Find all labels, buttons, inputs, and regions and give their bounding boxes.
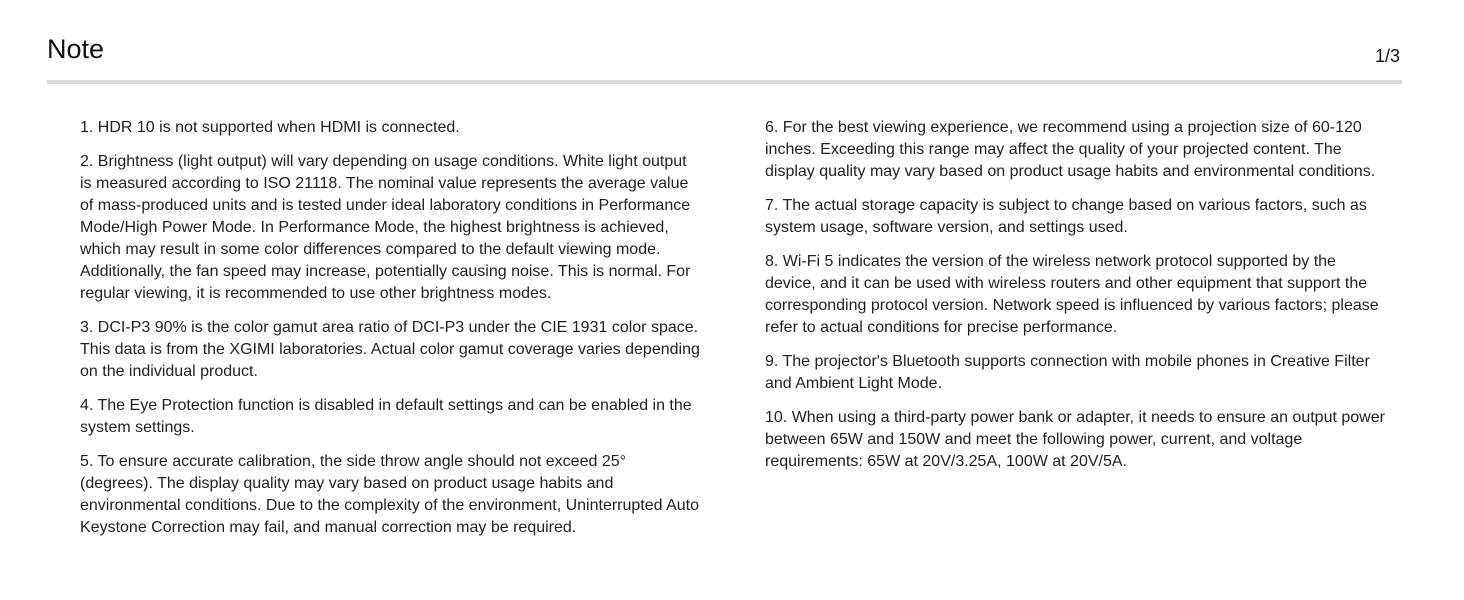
- note-item-6: 6. For the best viewing experience, we recommend using a projection size of 60-120 inches. Exceeding this range may affect the quality of your projected content. The display quality may vary based on product usage habits and environmental conditions.: [765, 119, 1376, 180]
- note-item-10: 10. When using a third-party power bank or adapter, it needs to ensure an output power between 65W and 150W and meet the following power, current, and voltage requirements: 65W at 20V/3.25A, 100W at 20V/5A.: [765, 409, 1385, 470]
- note-item-7: 7. The actual storage capacity is subject to change based on various factors, such as system usage, software version, and settings used.: [765, 197, 1367, 236]
- notes-column-right: [765, 117, 1390, 485]
- page-indicator: 1/3: [1374, 46, 1400, 66]
- note-item-1: 1. HDR 10 is not supported when HDMI is connected.: [80, 119, 460, 136]
- notes-column-left: [80, 117, 700, 551]
- header-divider: [47, 80, 1402, 84]
- note-item-9: 9. The projector's Bluetooth supports connection with mobile phones in Creative Filter and Ambient Light Mode.: [765, 353, 1370, 392]
- note-item-2: 2. Brightness (light output) will vary depending on usage conditions. White light output is measured according to ISO 21118. The nominal value represents the average value of mass-produced units and is tested under ideal laboratory conditions in Performance Mode/High Power Mode. In Performance Mode, the highest brightness is achieved, which may result in some color differences compared to the default viewing mode. Additionally, the fan speed may increase, potentially causing noise. This is normal. For regular viewing, it is recommended to use other brightness modes.: [80, 153, 691, 302]
- note-item-4: 4. The Eye Protection function is disabled in default settings and can be enabled in the system settings.: [80, 397, 692, 436]
- note-item-5: 5. To ensure accurate calibration, the side throw angle should not exceed 25° (degrees). The display quality may vary based on product usage habits and environmental conditions. Due to the complexity of the environment, Uninterrupted Auto Keystone Correction may fail, and manual correction may be required.: [80, 453, 700, 536]
- page-title: Note: [47, 34, 105, 64]
- note-item-8: 8. Wi-Fi 5 indicates the version of the wireless network protocol supported by the device, and it can be used with wireless routers and other equipment that support the corresponding protocol version. Network speed is influenced by various factors; please refer to actual conditions for precise performance.: [765, 253, 1379, 336]
- page-header: [47, 0, 1402, 84]
- note-item-3: 3. DCI-P3 90% is the color gamut area ratio of DCI-P3 under the CIE 1931 color space. This data is from the XGIMI laboratories. Actual color gamut coverage varies depending on the individual product.: [80, 319, 700, 380]
